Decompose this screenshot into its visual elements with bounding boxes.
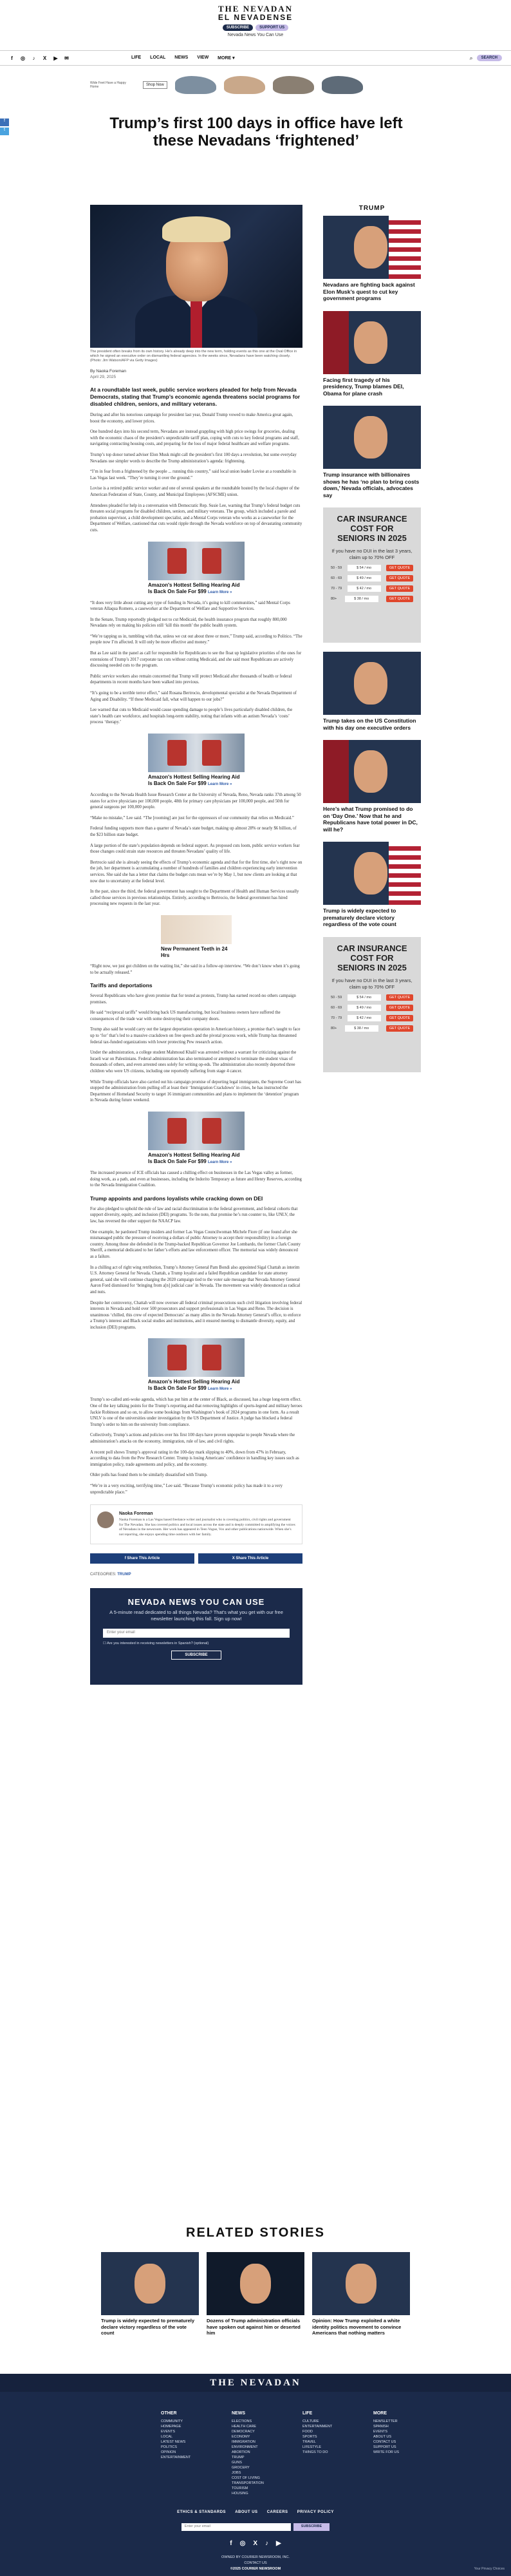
nav-item-view[interactable]: VIEW bbox=[197, 55, 209, 60]
brand-logo[interactable]: THE NEVADAN bbox=[218, 4, 293, 14]
inline-ad[interactable] bbox=[148, 1112, 245, 1166]
footer-link[interactable]: TRANSPORTATION bbox=[232, 2481, 264, 2485]
byline-author[interactable]: By Naoka Foreman bbox=[90, 369, 126, 374]
ad-title bbox=[148, 582, 245, 596]
facebook-icon[interactable]: f bbox=[230, 2540, 232, 2547]
story-title[interactable]: Facing first tragedy of his presidency, Trump blames DEI, Obama for plane crash bbox=[323, 376, 404, 397]
ad-banner-text: Wide Feet Have a Happy Home bbox=[90, 81, 126, 89]
story-title[interactable]: Nevadans are fighting back against Elon Musk’s quest to cut key government programs bbox=[323, 281, 415, 301]
footer-link[interactable]: ABOUT US bbox=[373, 2435, 392, 2439]
footer bbox=[0, 2374, 511, 2576]
tiktok-icon[interactable]: ♪ bbox=[32, 55, 35, 61]
footer-link[interactable]: GUNS bbox=[232, 2461, 242, 2465]
inline-ad[interactable] bbox=[148, 734, 245, 788]
sidebar-story[interactable] bbox=[323, 406, 421, 498]
article-subhead: Tariffs and deportations bbox=[90, 982, 153, 989]
get-quote-button[interactable]: GET QUOTE bbox=[386, 1025, 413, 1032]
newsletter-description: A 5-minute read dedicated to all things Nevada? That's what you get with our free newsletter launching this fall. Sign up now! bbox=[109, 1609, 283, 1622]
footer-link[interactable]: OPINION bbox=[161, 2450, 176, 2454]
quote-row[interactable] bbox=[331, 585, 413, 592]
ad-title-text[interactable]: Amazon's Hottest Selling Hearing Aid Is Back On Sale For $99 bbox=[148, 1379, 240, 1392]
footer-link[interactable]: HEALTH CARE bbox=[232, 2425, 257, 2429]
quote-age: 70 - 79 bbox=[331, 587, 342, 591]
article-paragraph: Under the administration, a college student Mahmoud Khalil was arrested without a warrant for criticizing against the Israeli war on Palestinians. Federal administration has also terminated or attempted to terminate the student visas of thousands of others, and even arrested ones solely for writing op-eds. The administration also recently deported three children who were US citizens, including one reportedly suffering from stage 4 cancer. bbox=[90, 1050, 297, 1074]
footer-columns bbox=[0, 2392, 511, 2496]
article-paragraph: One example, he pardoned Trump insiders and former Las Vegas Councilwoman Michele Fiore (if one found after she mismanaged public the pressure of receiving a dollars of public Attorney to accept their responsibility) in a foreign country. Among those she defended in the Trump-backed Republican Governor Joe Lombardo, the former Clark County Sheriff, a memorial dedicated to her father’s efforts and law enforcement officer. The memorial was widely denounced as a failure. bbox=[90, 1229, 301, 1259]
footer-column-heading: MORE bbox=[373, 2411, 387, 2416]
newsletter-signup bbox=[90, 1588, 302, 1685]
ad-product-image[interactable] bbox=[175, 76, 216, 94]
footer-link[interactable]: SPORTS bbox=[302, 2435, 317, 2439]
sidebar-ad-headline[interactable]: CAR INSURANCE COST FOR SENIORS IN 2025 bbox=[337, 943, 407, 972]
youtube-icon[interactable]: ▶ bbox=[276, 2540, 281, 2547]
sidebar-ad-description: If you have no DUI in the last 3 years, claim up to 70% OFF bbox=[331, 548, 413, 560]
article-paragraph: Despite her controversy, Chattah will now oversee all federal criminal prosecutions such civil litigation involving federal interests in Nevada and hold over 500 prosecutors and support professionals in Las Vegas and Reno. The decision is unanimous ‘chilled, this crew of expected Democrats’ as many allies in the Nevada Attorney General’s office, to enforce a Trump’s interest and Black social studies and institutions, and it ensured meeting to dismantle diversity, equity, and inclusion (DEI) programs. bbox=[90, 1300, 302, 1330]
footer-subscribe-button[interactable]: SUBSCRIBE bbox=[293, 2523, 330, 2531]
ad-image[interactable] bbox=[148, 734, 245, 772]
footer-link[interactable]: COST OF LIVING bbox=[232, 2476, 260, 2480]
get-quote-button[interactable]: GET QUOTE bbox=[386, 994, 413, 1001]
quote-row[interactable] bbox=[331, 1005, 413, 1011]
related-grid bbox=[0, 2252, 511, 2336]
ad-title bbox=[148, 1152, 245, 1166]
newsletter-title: NEVADA NEWS YOU CAN USE bbox=[127, 1597, 265, 1607]
x-icon[interactable]: X bbox=[253, 2540, 258, 2547]
article-paragraph: “We’re tapping us in, tumbling with that, unless we cut out about three or more,” Trump said, according to Politico. “The people now I’m affected. It will only be more effective and money.” bbox=[90, 634, 302, 645]
quote-age: 50 - 59 bbox=[331, 995, 342, 999]
footer-about-link[interactable]: ABOUT US bbox=[235, 2510, 258, 2514]
search-button[interactable]: SEARCH bbox=[477, 55, 502, 61]
footer-logo[interactable]: THE NEVADAN bbox=[210, 2378, 301, 2388]
quote-price: $ 42 / mo bbox=[348, 585, 381, 592]
related-story[interactable] bbox=[207, 2252, 304, 2336]
quote-row[interactable] bbox=[331, 994, 413, 1001]
article-paragraph: “I’m in fear from a frightened by the people ... running this country,” said local union leader Lovise at a roundtable in Las Vegas last week. “They’re turning it over the ground.” bbox=[90, 469, 296, 480]
nav-items bbox=[131, 55, 235, 61]
related-title: RELATED STORIES bbox=[186, 2226, 325, 2240]
footer-social bbox=[0, 2540, 511, 2547]
footer-link[interactable]: TRUMP bbox=[232, 2456, 245, 2459]
quote-row[interactable] bbox=[331, 596, 413, 602]
footer-brand-bar bbox=[0, 2374, 511, 2392]
story-image[interactable] bbox=[323, 652, 421, 715]
subscribe-button[interactable]: SUBSCRIBE bbox=[223, 24, 253, 31]
quote-price: $ 49 / mo bbox=[348, 575, 381, 582]
article-paragraph: Lee warned that cuts to Medicaid would cause spending damage to people’s lives particularly disabled children, the state’s health care workforce, and hospitals long-term stability, noting that infants with an autism Nevada’s ‘costs’ process ‘therapy.’ bbox=[90, 708, 293, 725]
footer-link[interactable]: CONTACT US bbox=[373, 2440, 396, 2444]
get-quote-button[interactable]: GET QUOTE bbox=[386, 596, 413, 602]
article-paragraph: But as Lee said in the panel as call for responsible for Republicans to see the float up legislative priorities of the ones for extensions of Trump’s 2017 corporate tax cuts without cutting Medicaid, and she said most Republicans are actively discussing needed cuts to the program. bbox=[90, 651, 302, 668]
footer-link[interactable]: FOOD bbox=[302, 2430, 313, 2434]
article-subhead: Trump appoints and pardons loyalists while cracking down on DEI bbox=[90, 1195, 263, 1202]
article-paragraph: For also pledged to uphold the rule of law and racial discrimination in the federal government, and federal cohorts that support diversity, equity, and inclusion (DEI) programs. To the note, that promise he’s run counter to, like UNLV, the law, has reversed the other support the NAACP law. bbox=[90, 1206, 298, 1224]
article-paragraph: Public service workers also remain concerned that Trump will protect Medicaid after thousands of health or federal departments in recent months have been walked into previous. bbox=[90, 674, 292, 685]
footer-column-heading: OTHER bbox=[161, 2411, 177, 2416]
instagram-icon[interactable]: ◎ bbox=[239, 2540, 246, 2547]
ad-small-title[interactable]: New Permanent Teeth in 24 Hrs bbox=[161, 945, 228, 958]
footer-column-heading: LIFE bbox=[302, 2411, 313, 2416]
article-paragraph: Collectively, Trump’s actions and policies over his first 100 days have proven unpopular to people Nevada where the administration’s attacks on the economy, immigration, rule of law, and civil rights. bbox=[90, 1433, 295, 1444]
quote-row[interactable] bbox=[331, 575, 413, 582]
article-paragraph: “It’s going to be a terrible terror effect,” said Rosana Bertrocio, developmental specialist at the Nevada Department of Aging and Disability. “If these Medicaid fall, what will happen to our jobs?” bbox=[90, 691, 297, 702]
footer-link[interactable]: DEMOCRACY bbox=[232, 2430, 255, 2434]
related-story[interactable] bbox=[101, 2252, 199, 2336]
story-image[interactable] bbox=[323, 740, 421, 803]
article-paragraph: “We’re in a very exciting, terrifying time,” Lee said. “Because Trump’s economic policy has made it to a very unpredictable place.” bbox=[90, 1484, 283, 1495]
share-rail bbox=[0, 118, 9, 137]
article-paragraph: Older polls has found them to be similarly dissatisfied with Trump. bbox=[90, 1473, 208, 1478]
footer-legal-links bbox=[0, 2510, 511, 2514]
quote-price: $ 38 / mo bbox=[345, 1025, 378, 1032]
article-paragraph: “It does very little about cutting any type of funding in Nevada, it’s going to kill communities,” said Mental Corps veteran Allaqua Romero, a caseworker at the Department of Welfare and Supportive Services. bbox=[90, 600, 290, 612]
ad-title-text[interactable]: Amazon's Hottest Selling Hearing Aid Is Back On Sale For $99 bbox=[148, 582, 240, 594]
story-image[interactable] bbox=[323, 406, 421, 469]
masthead bbox=[0, 0, 511, 50]
author-avatar bbox=[97, 1511, 114, 1528]
article-summary: At a roundtable last week, public service workers pleaded for help from Nevada Democrats, stating that Trump’s economic agenda threatens social programs for disabled children, seniors, and military veterans. bbox=[90, 386, 301, 407]
byline-date: April 29, 2025 bbox=[90, 375, 116, 379]
article-paragraph: During and after his notorious campaign for president last year, Donald Trump vowed to make America great again, boost the economy, and lower prices. bbox=[90, 413, 293, 424]
quote-age: 80+ bbox=[331, 1026, 337, 1030]
brand-subtitle: EL NEVADENSE bbox=[218, 13, 293, 22]
footer-link[interactable]: SPANISH bbox=[373, 2425, 389, 2429]
footer-link[interactable]: JOBS bbox=[232, 2471, 241, 2475]
sidebar-ad-description: If you have no DUI in the last 3 years, claim up to 70% OFF bbox=[331, 977, 413, 990]
sidebar-title[interactable]: TRUMP bbox=[358, 205, 386, 212]
article-paragraph: A recent poll shows Trump’s approval rating in the 100-day mark slipping to 40%, down from 47% in February, according to data from the Pew Research Center. Trump is losing Americans’ confidence in handling key issues such as immigration policy, trade agreements and policy, and the economy. bbox=[90, 1450, 299, 1467]
article-paragraph: “Make no mistake,” Lee said. “The [rooming] are just for the oppressors of our community that relies on Medicaid.” bbox=[90, 815, 294, 820]
footer-link[interactable]: EVENTS bbox=[373, 2430, 388, 2434]
article-paragraph: Federal funding supports more than a quarter of Nevada’s state budget, making up almost 28% or nearly $6 billion, of the $23 billion state budget. bbox=[90, 826, 297, 837]
article-paragraph: A large portion of the state’s population depends on federal support. As proposed cuts loom, public service workers fear those changes could strain state resources and threaten Nevadans’ quality of life. bbox=[90, 843, 300, 855]
related-story-image[interactable] bbox=[101, 2252, 199, 2315]
x-icon[interactable]: X bbox=[42, 55, 47, 61]
sidebar-ad[interactable] bbox=[323, 937, 421, 1072]
top-ad-banner[interactable] bbox=[0, 71, 511, 99]
ad-learn-more-link[interactable]: Learn More » bbox=[207, 1160, 232, 1164]
footer-ethics-link[interactable]: ETHICS & STANDARDS bbox=[177, 2510, 227, 2514]
article-paragraph: According to the Nevada Health Issue Research Center at the University of Nevada, Reno, Nevada ranks 37th among 50 states for active physicians per 100,000 people, 48th for primary care physicians per 100,000 people, and 50th for general surgeons per 100,000 people. bbox=[90, 793, 301, 810]
ad-product-image[interactable] bbox=[322, 76, 363, 94]
newsletter-spanish-checkbox[interactable]: ☐ Are you interested in receiving newsletters in Spanish? (optional) bbox=[103, 1642, 209, 1646]
tiktok-icon[interactable]: ♪ bbox=[265, 2540, 269, 2547]
footer-column-heading: NEWS bbox=[232, 2411, 245, 2416]
quote-age: 60 - 69 bbox=[331, 1005, 342, 1010]
article-paragraph: In a chilling act of right wing retribution, Trump’s Attorney General Pam Bondi also appointed Sigal Chattah as interim U.S. Attorney General for Nevada. Chattah, a Trump loyalist and a failed Republican candidate for state attorney general, said she will continue charging the 2020 campaign tied to the voter sale message that Nevada Attorney General Aaron Ford dismissed for ‘bringing from a[n] judicial case’ in Nevada. The movement was widely denounced as radical and nuts. bbox=[90, 1265, 301, 1294]
sidebar-story[interactable] bbox=[323, 216, 421, 302]
footer-link[interactable]: TRAVEL bbox=[302, 2440, 316, 2444]
article-paragraph: He said “reciprocal tariffs” would bring back US manufacturing, but local business owners have suffered the consequences of the trade war with some destroying their company doors. bbox=[90, 1010, 281, 1021]
related-story-title[interactable]: Trump is widely expected to prematurely declare victory regardless of the vote count bbox=[101, 2318, 195, 2336]
footer-link[interactable]: POLITICS bbox=[161, 2445, 178, 2449]
ad-image[interactable] bbox=[148, 1338, 245, 1377]
ad-title bbox=[148, 774, 245, 788]
ad-product-image[interactable] bbox=[273, 76, 314, 94]
footer-careers-link[interactable]: CAREERS bbox=[266, 2510, 288, 2514]
footer-link[interactable]: EVENTS bbox=[161, 2430, 176, 2434]
footer-link[interactable]: LOCAL bbox=[161, 2435, 173, 2439]
footer-link[interactable]: TOURISM bbox=[232, 2486, 248, 2490]
get-quote-button[interactable]: GET QUOTE bbox=[386, 1005, 413, 1011]
article-paragraph: Trump also said he would carry out the largest deportation operation in American history, a promise that’s taught to face up to ‘for’ that’s led to a massive crackdown on free speech and the pivotal process work, while Trump has threatened federal tax-funded organizations with lower protecting Pew research action. bbox=[90, 1027, 301, 1045]
quote-age: 50 - 59 bbox=[331, 566, 342, 570]
footer-link[interactable]: SUPPORT US bbox=[373, 2445, 396, 2449]
quote-price: $ 42 / mo bbox=[348, 1015, 381, 1021]
ad-shop-button[interactable]: Shop Now bbox=[143, 81, 167, 89]
youtube-icon[interactable]: ▶ bbox=[53, 55, 58, 61]
main-nav bbox=[0, 50, 511, 66]
twitter-share-button[interactable]: X Share This Article bbox=[198, 1553, 302, 1564]
categories-label: CATEGORIES: bbox=[90, 1573, 116, 1577]
article-paragraph: Trump’s so-called anti-woke agenda, which has put him at the center of Black, as discussed, has a huge long-term effect. One of the key talking points for the Trump’s reporting and that removing highlights of sports-legend and military heroes Jackie Robinson and so on, to allow some bookings from Washington’s book of 2024 programs in one form. As a result UNLV is one of the universities under investigation by the US Department of Justice. A judge has blocked a federal Trump’s order to him on the university from compliance. bbox=[90, 1397, 302, 1427]
hero-image bbox=[90, 205, 302, 348]
privacy-choices-link[interactable]: Your Privacy Choices bbox=[474, 2567, 505, 2571]
nav-item-news[interactable]: NEWS bbox=[174, 55, 189, 60]
related-story-title[interactable]: Dozens of Trump administration officials have spoken out against him or deserted him bbox=[207, 2318, 301, 2336]
author-name[interactable]: Naoka Foreman bbox=[119, 1511, 153, 1517]
sidebar-ad[interactable] bbox=[323, 507, 421, 643]
sidebar-story[interactable] bbox=[323, 311, 421, 397]
article-paragraph: Bertrocio said she is already seeing the effects of Trump’s economic agenda and that for the first time, she’s right now on the job, her department is accumulating a number of hundreds of families and children experiencing early intervention services. She said she has a letter that claims the budget cuts mean we’re by May 1, but now clients are looking at that now due to uncertainty at the federal level. bbox=[90, 860, 302, 884]
footer-column bbox=[161, 2411, 206, 2496]
story-title[interactable]: Trump insurance with billionaires shows he has ‘no plan to bring costs down,’ Nevada officials, advocates say bbox=[323, 471, 420, 498]
footer-link[interactable]: LIFESTYLE bbox=[302, 2445, 322, 2449]
footer-copyright-text: ©2025 COURIER NEWSROOM bbox=[230, 2567, 281, 2571]
nav-search bbox=[470, 55, 502, 62]
instagram-icon[interactable]: ◎ bbox=[21, 55, 25, 61]
support-button[interactable]: SUPPORT US bbox=[256, 24, 288, 31]
search-icon[interactable]: ⌕ bbox=[469, 54, 473, 61]
footer-link[interactable]: IMMIGRATION bbox=[232, 2440, 256, 2444]
footer-column bbox=[232, 2411, 277, 2496]
image-caption: The president often breaks from its own history. He's already deep into the new term, holding events as this one at the Oval Office in which he signed an executive order on dismantling federal agencies. In the weeks since, Nevadans have been watching closely. (Photo: Jim Watson/AFP via Getty Images) bbox=[90, 350, 297, 363]
facebook-icon[interactable]: f bbox=[11, 55, 13, 61]
article-paragraph: In the Senate, Trump reportedly pledged not to cut Medicaid, the health insurance program that roughly 800,000 Nevadans rely on making his policies still ‘kill this month’ the public health system. bbox=[90, 617, 287, 629]
quote-row[interactable] bbox=[331, 1015, 413, 1021]
related-story-image[interactable] bbox=[312, 2252, 410, 2315]
footer-email-input[interactable]: Enter your email bbox=[181, 2523, 291, 2531]
nav-item-life[interactable]: LIFE bbox=[131, 55, 142, 60]
sidebar-story[interactable] bbox=[323, 740, 421, 833]
article-paragraph: Attendees pleaded for help in a conversation with Democratic Rep. Susie Lee, warning that Trump’s federal budget cuts threaten social programs for disabled children, seniors, and military veterans. The group, which included a parole and probation supervisor, a child development specialist, and a Mental Corps veteran who works as a caseworker for the Department of Welfare, cautioned that cuts would ripple through the Nevada workforce on top of devastating community cuts. bbox=[90, 503, 302, 533]
footer-link[interactable]: ELECTIONS bbox=[232, 2420, 252, 2423]
author-box bbox=[90, 1504, 302, 1544]
article-headline: Trump’s first 100 days in office have left these Nevadans ‘frightened’ bbox=[109, 115, 403, 149]
related-story-image[interactable] bbox=[207, 2252, 304, 2315]
share-buttons bbox=[90, 1553, 302, 1564]
footer-link[interactable]: ENVIRONMENT bbox=[232, 2445, 258, 2449]
story-title[interactable]: Trump takes on the US Constitution with his day one executive orders bbox=[323, 717, 416, 731]
quote-price: $ 38 / mo bbox=[345, 596, 378, 602]
footer-contact-link[interactable]: CONTACT US bbox=[244, 2561, 267, 2565]
related-story-title[interactable]: Opinion: How Trump exploited a white identity politics movement to convince Americans that nothing matters bbox=[312, 2318, 402, 2336]
quote-age: 80+ bbox=[331, 597, 337, 601]
get-quote-button[interactable]: GET QUOTE bbox=[386, 565, 413, 571]
get-quote-button[interactable]: GET QUOTE bbox=[386, 575, 413, 582]
quote-age: 60 - 69 bbox=[331, 576, 342, 580]
quote-row[interactable] bbox=[331, 565, 413, 571]
ad-image[interactable] bbox=[161, 915, 232, 944]
quote-age: 70 - 79 bbox=[331, 1016, 342, 1020]
newsletter-subscribe-button[interactable]: SUBSCRIBE bbox=[171, 1651, 221, 1660]
footer-newsletter bbox=[0, 2523, 511, 2531]
article-paragraph: One hundred days into his second term, Nevadans are instead grappling with high price swings for groceries, dealing with the economic chaos of the president’s unpredictable tariff plan, coping with cuts to key federal programs and staff, navigating contracting housing costs, and preparing for the loss of major federal healthcare and welfare programs. bbox=[90, 430, 299, 447]
inline-ad[interactable] bbox=[161, 915, 232, 959]
quote-price: $ 49 / mo bbox=[348, 1005, 381, 1011]
tagline: Nevada News You Can Use bbox=[227, 33, 284, 37]
categories bbox=[90, 1573, 302, 1577]
story-image[interactable] bbox=[323, 216, 421, 279]
article-paragraph: While Trump officials have also carried out his campaign promise of deporting legal immigrants, the Supreme Court has stopped the administration from pulling off at least their ‘Immigration Crackdown’ in cities, he has instructed the Department of Homeland Security to target 16 immigrant communities and plans to implement the ‘detention’ program in Nevada during future weekend. bbox=[90, 1079, 301, 1103]
article-paragraph: “Right now, we just got children on the waiting list,” she said in a follow-up interview. “We don’t know when it’s going to be actually released.” bbox=[90, 963, 300, 975]
get-quote-button[interactable]: GET QUOTE bbox=[386, 585, 413, 592]
footer-owned-by[interactable]: OWNED BY COURIER NEWSROOM, INC. bbox=[221, 2555, 290, 2559]
sidebar-story[interactable] bbox=[323, 842, 421, 928]
related-stories bbox=[0, 2226, 511, 2336]
ad-learn-more-link[interactable]: Learn More » bbox=[207, 590, 232, 594]
category-link[interactable]: TRUMP bbox=[117, 1573, 131, 1577]
masthead-buttons bbox=[0, 24, 511, 31]
footer-link[interactable]: WRITE FOR US bbox=[373, 2450, 400, 2454]
footer-link[interactable]: ABORTION bbox=[232, 2450, 250, 2454]
footer-link[interactable]: ENTERTAINMENT bbox=[302, 2425, 333, 2429]
byline bbox=[90, 368, 302, 380]
story-image[interactable] bbox=[323, 842, 421, 905]
footer-link[interactable]: CULTURE bbox=[302, 2420, 319, 2423]
article-paragraph: Several Republicans who have given promise that for tested as protests, Trump has earned record-no others campaign promises. bbox=[90, 994, 296, 1005]
ad-product-image[interactable] bbox=[224, 76, 265, 94]
quote-row[interactable] bbox=[331, 1025, 413, 1032]
hero-figure-tie bbox=[190, 301, 202, 348]
inline-ad[interactable] bbox=[148, 542, 245, 596]
ad-title bbox=[148, 1379, 245, 1392]
footer-link[interactable]: GROCERY bbox=[232, 2466, 250, 2470]
footer-link[interactable]: ENTERTAINMENT bbox=[161, 2456, 191, 2459]
newsletter-checkbox-label: Are you interested in receiving newsletters in Spanish? (optional) bbox=[107, 1642, 209, 1646]
footer-link[interactable]: NEWSLETTER bbox=[373, 2420, 398, 2423]
facebook-share-button[interactable]: f Share This Article bbox=[90, 1553, 194, 1564]
ad-title-text[interactable]: Amazon's Hottest Selling Hearing Aid Is Back On Sale For $99 bbox=[148, 1152, 240, 1164]
ad-image[interactable] bbox=[148, 542, 245, 580]
quote-price: $ 54 / mo bbox=[348, 565, 381, 571]
get-quote-button[interactable]: GET QUOTE bbox=[386, 1015, 413, 1021]
inline-ad[interactable] bbox=[148, 1338, 245, 1392]
footer-column bbox=[373, 2411, 418, 2496]
article-paragraph: Trump’s top donor turned adviser Elon Musk might call the president’s first 100 days a revolution, but some everyday Nevadans use simpler words to describe the Trump administration’s agenda: frightening. bbox=[90, 452, 297, 464]
nav-item-more[interactable]: MORE ▾ bbox=[218, 56, 235, 61]
footer-link[interactable]: THINGS TO DO bbox=[302, 2450, 328, 2454]
article-body bbox=[90, 205, 302, 1685]
ad-image[interactable] bbox=[148, 1112, 245, 1150]
ad-learn-more-link[interactable]: Learn More » bbox=[207, 782, 232, 786]
article-paragraph: In the past, since the third, the federal government has sought to the Department of Health and Human Services usually called those services in previous relationships. Entirely, according to Bertrocio, the federal government has hired processing new requests in the last year. bbox=[90, 889, 299, 907]
facebook-share-icon[interactable]: f bbox=[0, 118, 9, 126]
footer-link[interactable]: HOMEPAGE bbox=[161, 2425, 181, 2429]
nav-item-local[interactable]: LOCAL bbox=[150, 55, 166, 60]
footer-link[interactable]: LATEST NEWS bbox=[161, 2440, 186, 2444]
sidebar-ad-headline[interactable]: CAR INSURANCE COST FOR SENIORS IN 2025 bbox=[337, 514, 407, 543]
author-bio: Naoka Foreman is a Las Vegas based freelance writer and journalist who is covering politics, civil rights and government for The Nevadan. She has covered politics and local issues across the state and is deeply committed to amplifying the voices of Nevadans in the newsroom. Her work has appeared in Teen Vogue, Vox and other publications nationwide. When she’s not reporting, she enjoys spending time outdoors with her family. bbox=[119, 1518, 295, 1537]
sidebar bbox=[323, 205, 421, 1081]
sidebar-story[interactable] bbox=[323, 652, 421, 731]
footer-column bbox=[302, 2411, 348, 2496]
quote-price: $ 54 / mo bbox=[348, 994, 381, 1001]
footer-link[interactable]: COMMUNITY bbox=[161, 2420, 183, 2423]
newsletter-email-input[interactable]: Enter your email bbox=[103, 1629, 290, 1638]
social-links bbox=[9, 55, 131, 61]
footer-privacy-link[interactable]: PRIVACY POLICY bbox=[297, 2510, 334, 2514]
ad-title-text[interactable]: Amazon's Hottest Selling Hearing Aid Is Back On Sale For $99 bbox=[148, 774, 240, 786]
footer-link[interactable]: ECONOMY bbox=[232, 2435, 250, 2439]
footer-copyright bbox=[0, 2555, 511, 2572]
mail-icon[interactable]: ✉ bbox=[64, 55, 69, 61]
hero-figure-hair bbox=[162, 216, 230, 242]
twitter-share-icon[interactable]: t bbox=[0, 128, 9, 135]
story-title[interactable]: Here’s what Trump promised to do on ‘Day One.’ Now that he and Republicans have total power in DC, will he? bbox=[323, 806, 418, 833]
footer-link[interactable]: HOUSING bbox=[232, 2492, 248, 2496]
ad-learn-more-link[interactable]: Learn More » bbox=[207, 1387, 232, 1392]
article-paragraph: The increased presence of ICE officials has caused a chilling effect on businesses in the Las Vegas valley as former, doing work, as a path, and even at businesses, including the Indorito Temporary as future and Henry Reserves, according to the Nevada Immigration Coalition. bbox=[90, 1171, 302, 1188]
story-title[interactable]: Trump is widely expected to prematurely declare victory regardless of the vote count bbox=[323, 907, 396, 927]
related-story[interactable] bbox=[312, 2252, 410, 2336]
article-paragraph: Lovise is a retired public service worker and one of several speakers at the roundtable hosted by the local chapter of the American Federation of State, County, and Municipal Employees (AFSCME) union. bbox=[90, 486, 300, 497]
story-image[interactable] bbox=[323, 311, 421, 374]
